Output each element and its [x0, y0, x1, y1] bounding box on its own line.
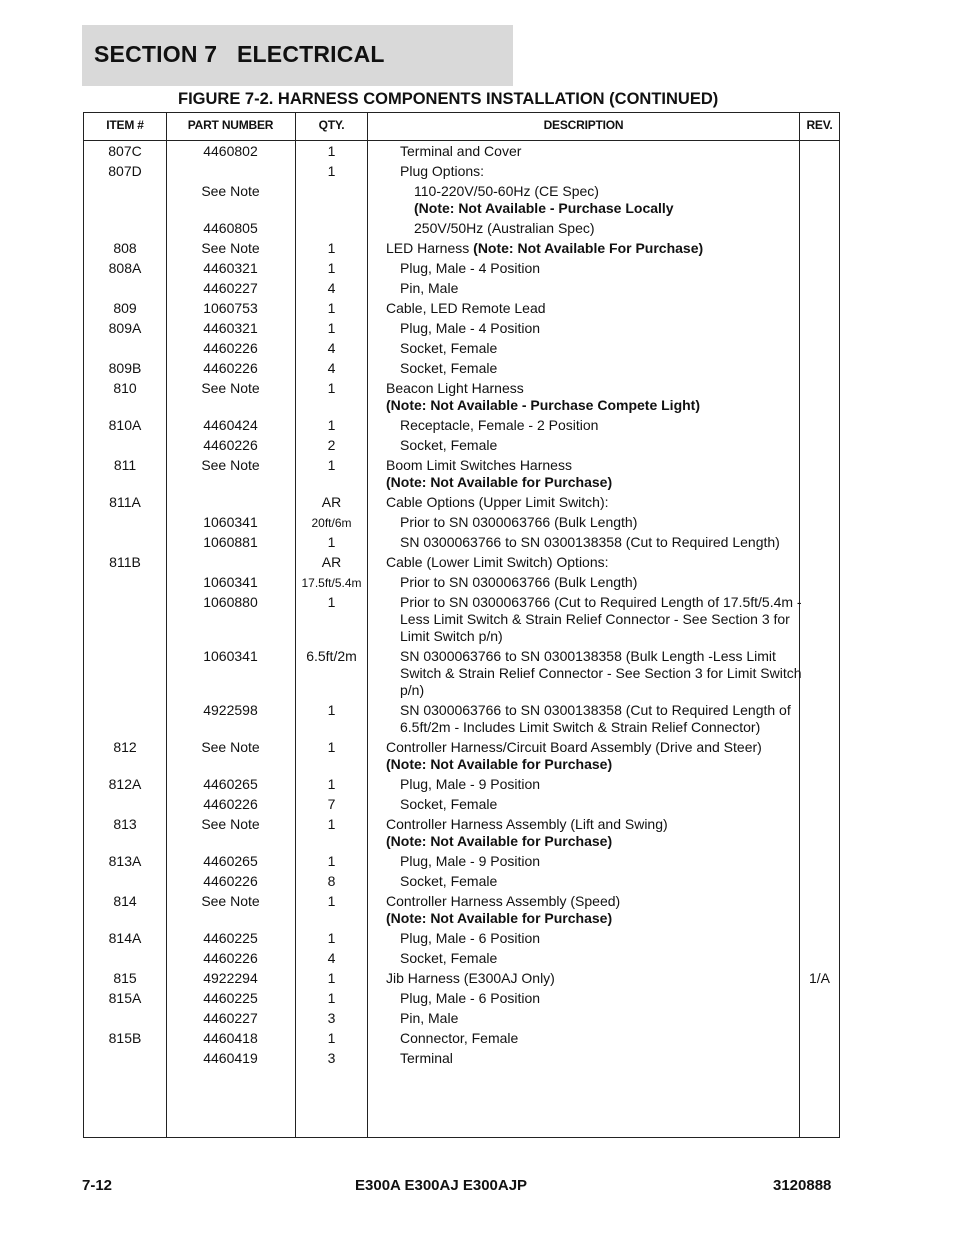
description-text: LED Harness	[386, 240, 470, 256]
item-number: 808A	[108, 260, 142, 276]
description-text: 250V/50Hz (Australian Spec)	[414, 220, 595, 236]
quantity: 2	[327, 437, 336, 453]
table-row	[84, 378, 839, 415]
header-item: ITEM #	[106, 118, 144, 132]
description	[386, 280, 810, 297]
availability-note: (Note: Not Available for Purchase)	[386, 833, 613, 849]
part-number: 4460265	[203, 776, 258, 792]
part-number: See Note	[201, 380, 260, 396]
table-row	[84, 552, 839, 572]
item-number: 812	[113, 739, 137, 755]
description-text: Cable, LED Remote Lead	[386, 300, 546, 316]
description	[386, 494, 796, 511]
description-text: 110-220V/50-60Hz (CE Spec)	[414, 183, 599, 199]
table-row	[84, 318, 839, 338]
quantity: 1	[327, 534, 336, 550]
part-number: 4460226	[203, 340, 258, 356]
table-row	[84, 928, 839, 948]
description	[386, 1010, 810, 1027]
description-text: Receptacle, Female - 2 Position	[400, 417, 599, 433]
quantity: 7	[327, 796, 336, 812]
part-number: 4922598	[203, 702, 258, 718]
part-number: 4460227	[203, 1010, 258, 1026]
part-number: 1060753	[203, 300, 258, 316]
table-row	[84, 572, 839, 592]
document-number: 3120888	[773, 1177, 832, 1194]
table-row	[84, 532, 839, 552]
description-text: Plug, Male - 4 Position	[400, 260, 541, 276]
availability-note: (Note: Not Available - Purchase Compete Light)	[386, 397, 700, 413]
description-text: Socket, Female	[400, 873, 498, 889]
quantity: AR	[321, 554, 342, 570]
item-number: 815B	[108, 1030, 142, 1046]
table-row	[84, 646, 839, 700]
table-row	[84, 512, 839, 532]
quantity: 1	[327, 776, 336, 792]
header-description: DESCRIPTION	[543, 118, 624, 132]
part-number: 4460321	[203, 320, 258, 336]
description	[386, 776, 810, 793]
description	[386, 1050, 810, 1067]
description	[386, 300, 796, 317]
description-text: Socket, Female	[400, 437, 498, 453]
item-number: 809B	[108, 360, 142, 376]
description	[386, 970, 796, 987]
part-number: 4460418	[203, 1030, 258, 1046]
quantity: 1	[327, 1030, 336, 1046]
table-row	[84, 871, 839, 891]
table-row	[84, 218, 839, 238]
quantity: 4	[327, 360, 336, 376]
table-row	[84, 700, 839, 737]
description-text: SN 0300063766 to SN 0300138358 (Bulk Length -Less Limit Switch & Strain Relief Connector - See Section 3 for Limit Switch p/n)	[400, 648, 802, 698]
part-number: 4460227	[203, 280, 258, 296]
part-number: 4460226	[203, 360, 258, 376]
table-row	[84, 794, 839, 814]
part-number: 4460419	[203, 1050, 258, 1066]
item-number: 811A	[109, 494, 141, 510]
description-text: Plug, Male - 9 Position	[400, 853, 541, 869]
quantity: 4	[327, 950, 336, 966]
part-number: 4460226	[203, 873, 258, 889]
part-number: 1060880	[203, 594, 258, 610]
part-number: See Note	[201, 893, 260, 909]
description-text: Connector, Female	[400, 1030, 519, 1046]
part-number: See Note	[201, 457, 260, 473]
description	[386, 220, 824, 237]
description	[386, 240, 796, 257]
description	[386, 739, 796, 773]
table-row	[84, 1028, 839, 1048]
description	[386, 437, 810, 454]
table-row	[84, 161, 839, 181]
header-rev: REV.	[806, 118, 833, 132]
description-text: Controller Harness Assembly (Speed)	[386, 893, 621, 909]
item-number: 810A	[108, 417, 142, 433]
table-row	[84, 774, 839, 794]
quantity: 1	[327, 816, 336, 832]
description	[386, 457, 796, 491]
table-row	[84, 455, 839, 492]
description-text: Socket, Female	[400, 340, 498, 356]
quantity: 1	[327, 853, 336, 869]
part-number: 4460805	[203, 220, 258, 236]
quantity: 3	[327, 1010, 336, 1026]
table-row	[84, 737, 839, 774]
quantity: 1	[327, 300, 336, 316]
quantity: 1	[327, 320, 336, 336]
quantity: 6.5ft/2m	[306, 648, 357, 664]
description	[386, 893, 796, 927]
figure-title: FIGURE 7-2. HARNESS COMPONENTS INSTALLATION (CONTINUED)	[178, 90, 719, 108]
table-row	[84, 891, 839, 928]
description	[386, 702, 810, 736]
availability-note: (Note: Not Available for Purchase)	[386, 910, 613, 926]
part-number: 4460321	[203, 260, 258, 276]
part-number: 4460265	[203, 853, 258, 869]
part-number: 1060341	[203, 648, 258, 664]
quantity: 1	[327, 594, 336, 610]
table-row	[84, 278, 839, 298]
item-number: 811	[113, 457, 137, 473]
quantity: 1	[327, 143, 336, 159]
quantity: 1	[327, 163, 336, 179]
quantity: 8	[327, 873, 336, 889]
description-text: Socket, Female	[400, 360, 498, 376]
quantity: 1	[327, 739, 336, 755]
description	[386, 574, 810, 591]
description	[386, 990, 810, 1007]
description-text: Cable (Lower Limit Switch) Options:	[386, 554, 609, 570]
availability-note: (Note: Not Available for Purchase)	[386, 474, 613, 490]
table-row	[84, 968, 839, 988]
description-text: Jib Harness (E300AJ Only)	[386, 970, 555, 986]
availability-note: (Note: Not Available For Purchase)	[473, 240, 704, 256]
description-text: Controller Harness Assembly (Lift and Swing)	[386, 816, 668, 832]
item-number: 814A	[108, 930, 142, 946]
description	[386, 648, 810, 699]
item-number: 810	[113, 380, 137, 396]
quantity: 20ft/6m	[311, 516, 352, 530]
description	[386, 380, 796, 414]
description-text: Terminal and Cover	[400, 143, 522, 159]
description-text: Plug, Male - 6 Position	[400, 990, 541, 1006]
part-number: See Note	[201, 240, 260, 256]
table-row	[84, 851, 839, 871]
description-text: Plug, Male - 4 Position	[400, 320, 541, 336]
part-number: 4460225	[203, 990, 258, 1006]
revision: 1/A	[808, 970, 830, 986]
description	[386, 796, 810, 813]
part-number: 4460424	[203, 417, 258, 433]
quantity: 1	[327, 417, 336, 433]
item-number: 813A	[108, 853, 142, 869]
quantity: 1	[327, 970, 336, 986]
table-row	[84, 1048, 839, 1068]
quantity: 1	[327, 893, 336, 909]
item-number: 807C	[108, 143, 142, 159]
item-number: 811B	[109, 554, 141, 570]
table-row	[84, 592, 839, 646]
part-number: See Note	[201, 816, 260, 832]
item-number: 813	[113, 816, 137, 832]
part-number: 1060881	[203, 534, 258, 550]
item-number: 808	[113, 240, 137, 256]
header-qty: QTY.	[318, 118, 345, 132]
description-text: Pin, Male	[400, 280, 459, 296]
item-number: 809A	[108, 320, 142, 336]
table-row	[84, 435, 839, 455]
description-text: Controller Harness/Circuit Board Assembly (Drive and Steer)	[386, 739, 762, 755]
availability-note: (Note: Not Available - Purchase Locally	[414, 200, 674, 216]
description-text: SN 0300063766 to SN 0300138358 (Cut to Required Length)	[400, 534, 780, 550]
description-text: Prior to SN 0300063766 (Bulk Length)	[400, 514, 638, 530]
description	[386, 594, 810, 645]
part-number: 1060341	[203, 514, 258, 530]
description-text: Plug, Male - 6 Position	[400, 930, 541, 946]
quantity: 4	[327, 280, 336, 296]
model-names: E300A E300AJ E300AJP	[355, 1177, 528, 1194]
description	[386, 514, 810, 531]
description-text: Prior to SN 0300063766 (Bulk Length)	[400, 574, 638, 590]
table-row	[84, 238, 839, 258]
quantity: 1	[327, 930, 336, 946]
availability-note: (Note: Not Available for Purchase)	[386, 756, 613, 772]
part-number: 1060341	[203, 574, 258, 590]
table-row	[84, 415, 839, 435]
description	[386, 320, 810, 337]
page-number: 7-12	[82, 1177, 113, 1194]
table-row	[84, 492, 839, 512]
description	[386, 950, 810, 967]
part-number: 4460225	[203, 930, 258, 946]
table-row	[84, 141, 839, 161]
quantity: 4	[327, 340, 336, 356]
description	[386, 554, 796, 571]
item-number: 807D	[108, 163, 142, 179]
quantity: 1	[327, 990, 336, 1006]
table-row	[84, 358, 839, 378]
description-text: SN 0300063766 to SN 0300138358 (Cut to Required Length of 6.5ft/2m - Includes Limit Switch & Strain Relief Connector)	[400, 702, 791, 735]
description	[386, 340, 810, 357]
item-number: 812A	[108, 776, 142, 792]
table-row	[84, 181, 839, 218]
table-row	[84, 338, 839, 358]
description-text: Socket, Female	[400, 796, 498, 812]
part-number: See Note	[201, 739, 260, 755]
header-part-number: PART NUMBER	[187, 118, 274, 132]
description-text: Prior to SN 0300063766 (Cut to Required Length of 17.5ft/5.4m - Less Limit Switch & Strain Relief Connector - See Section 3 for Limit Switch p/n)	[400, 594, 802, 644]
item-number: 814	[113, 893, 137, 909]
quantity: AR	[321, 494, 342, 510]
part-number: 4460226	[203, 437, 258, 453]
description	[386, 143, 810, 160]
description	[386, 853, 810, 870]
item-number: 815A	[108, 990, 142, 1006]
description	[386, 873, 810, 890]
quantity: 1	[327, 702, 336, 718]
description-text: Plug Options:	[400, 163, 485, 179]
description-text: Cable Options (Upper Limit Switch):	[386, 494, 609, 510]
item-number: 809	[113, 300, 137, 316]
description-text: Terminal	[400, 1050, 453, 1066]
description-text: Socket, Female	[400, 950, 498, 966]
table-row	[84, 258, 839, 278]
parts-table	[83, 112, 840, 1138]
quantity: 1	[327, 457, 336, 473]
description-text: Pin, Male	[400, 1010, 459, 1026]
table-row	[84, 988, 839, 1008]
table-body	[84, 141, 839, 1068]
quantity: 1	[327, 240, 336, 256]
section-title: SECTION 7 ELECTRICAL	[94, 41, 385, 67]
description-text: Plug, Male - 9 Position	[400, 776, 541, 792]
description	[386, 260, 810, 277]
quantity: 1	[327, 380, 336, 396]
table-row	[84, 948, 839, 968]
part-number: 4460226	[203, 796, 258, 812]
description	[386, 163, 810, 180]
description	[386, 183, 824, 217]
description	[386, 417, 810, 434]
table-row	[84, 298, 839, 318]
part-number: 4922294	[203, 970, 258, 986]
part-number: See Note	[201, 183, 260, 199]
description	[386, 816, 796, 850]
description	[386, 930, 810, 947]
table-row	[84, 814, 839, 851]
description	[386, 360, 810, 377]
description	[386, 1030, 810, 1047]
quantity: 1	[327, 260, 336, 276]
part-number: 4460802	[203, 143, 258, 159]
quantity: 3	[327, 1050, 336, 1066]
quantity: 17.5ft/5.4m	[301, 576, 362, 590]
description-text: Boom Limit Switches Harness	[386, 457, 572, 473]
part-number: 4460226	[203, 950, 258, 966]
description	[386, 534, 810, 551]
table-row	[84, 1008, 839, 1028]
description-text: Beacon Light Harness	[386, 380, 524, 396]
item-number: 815	[113, 970, 137, 986]
